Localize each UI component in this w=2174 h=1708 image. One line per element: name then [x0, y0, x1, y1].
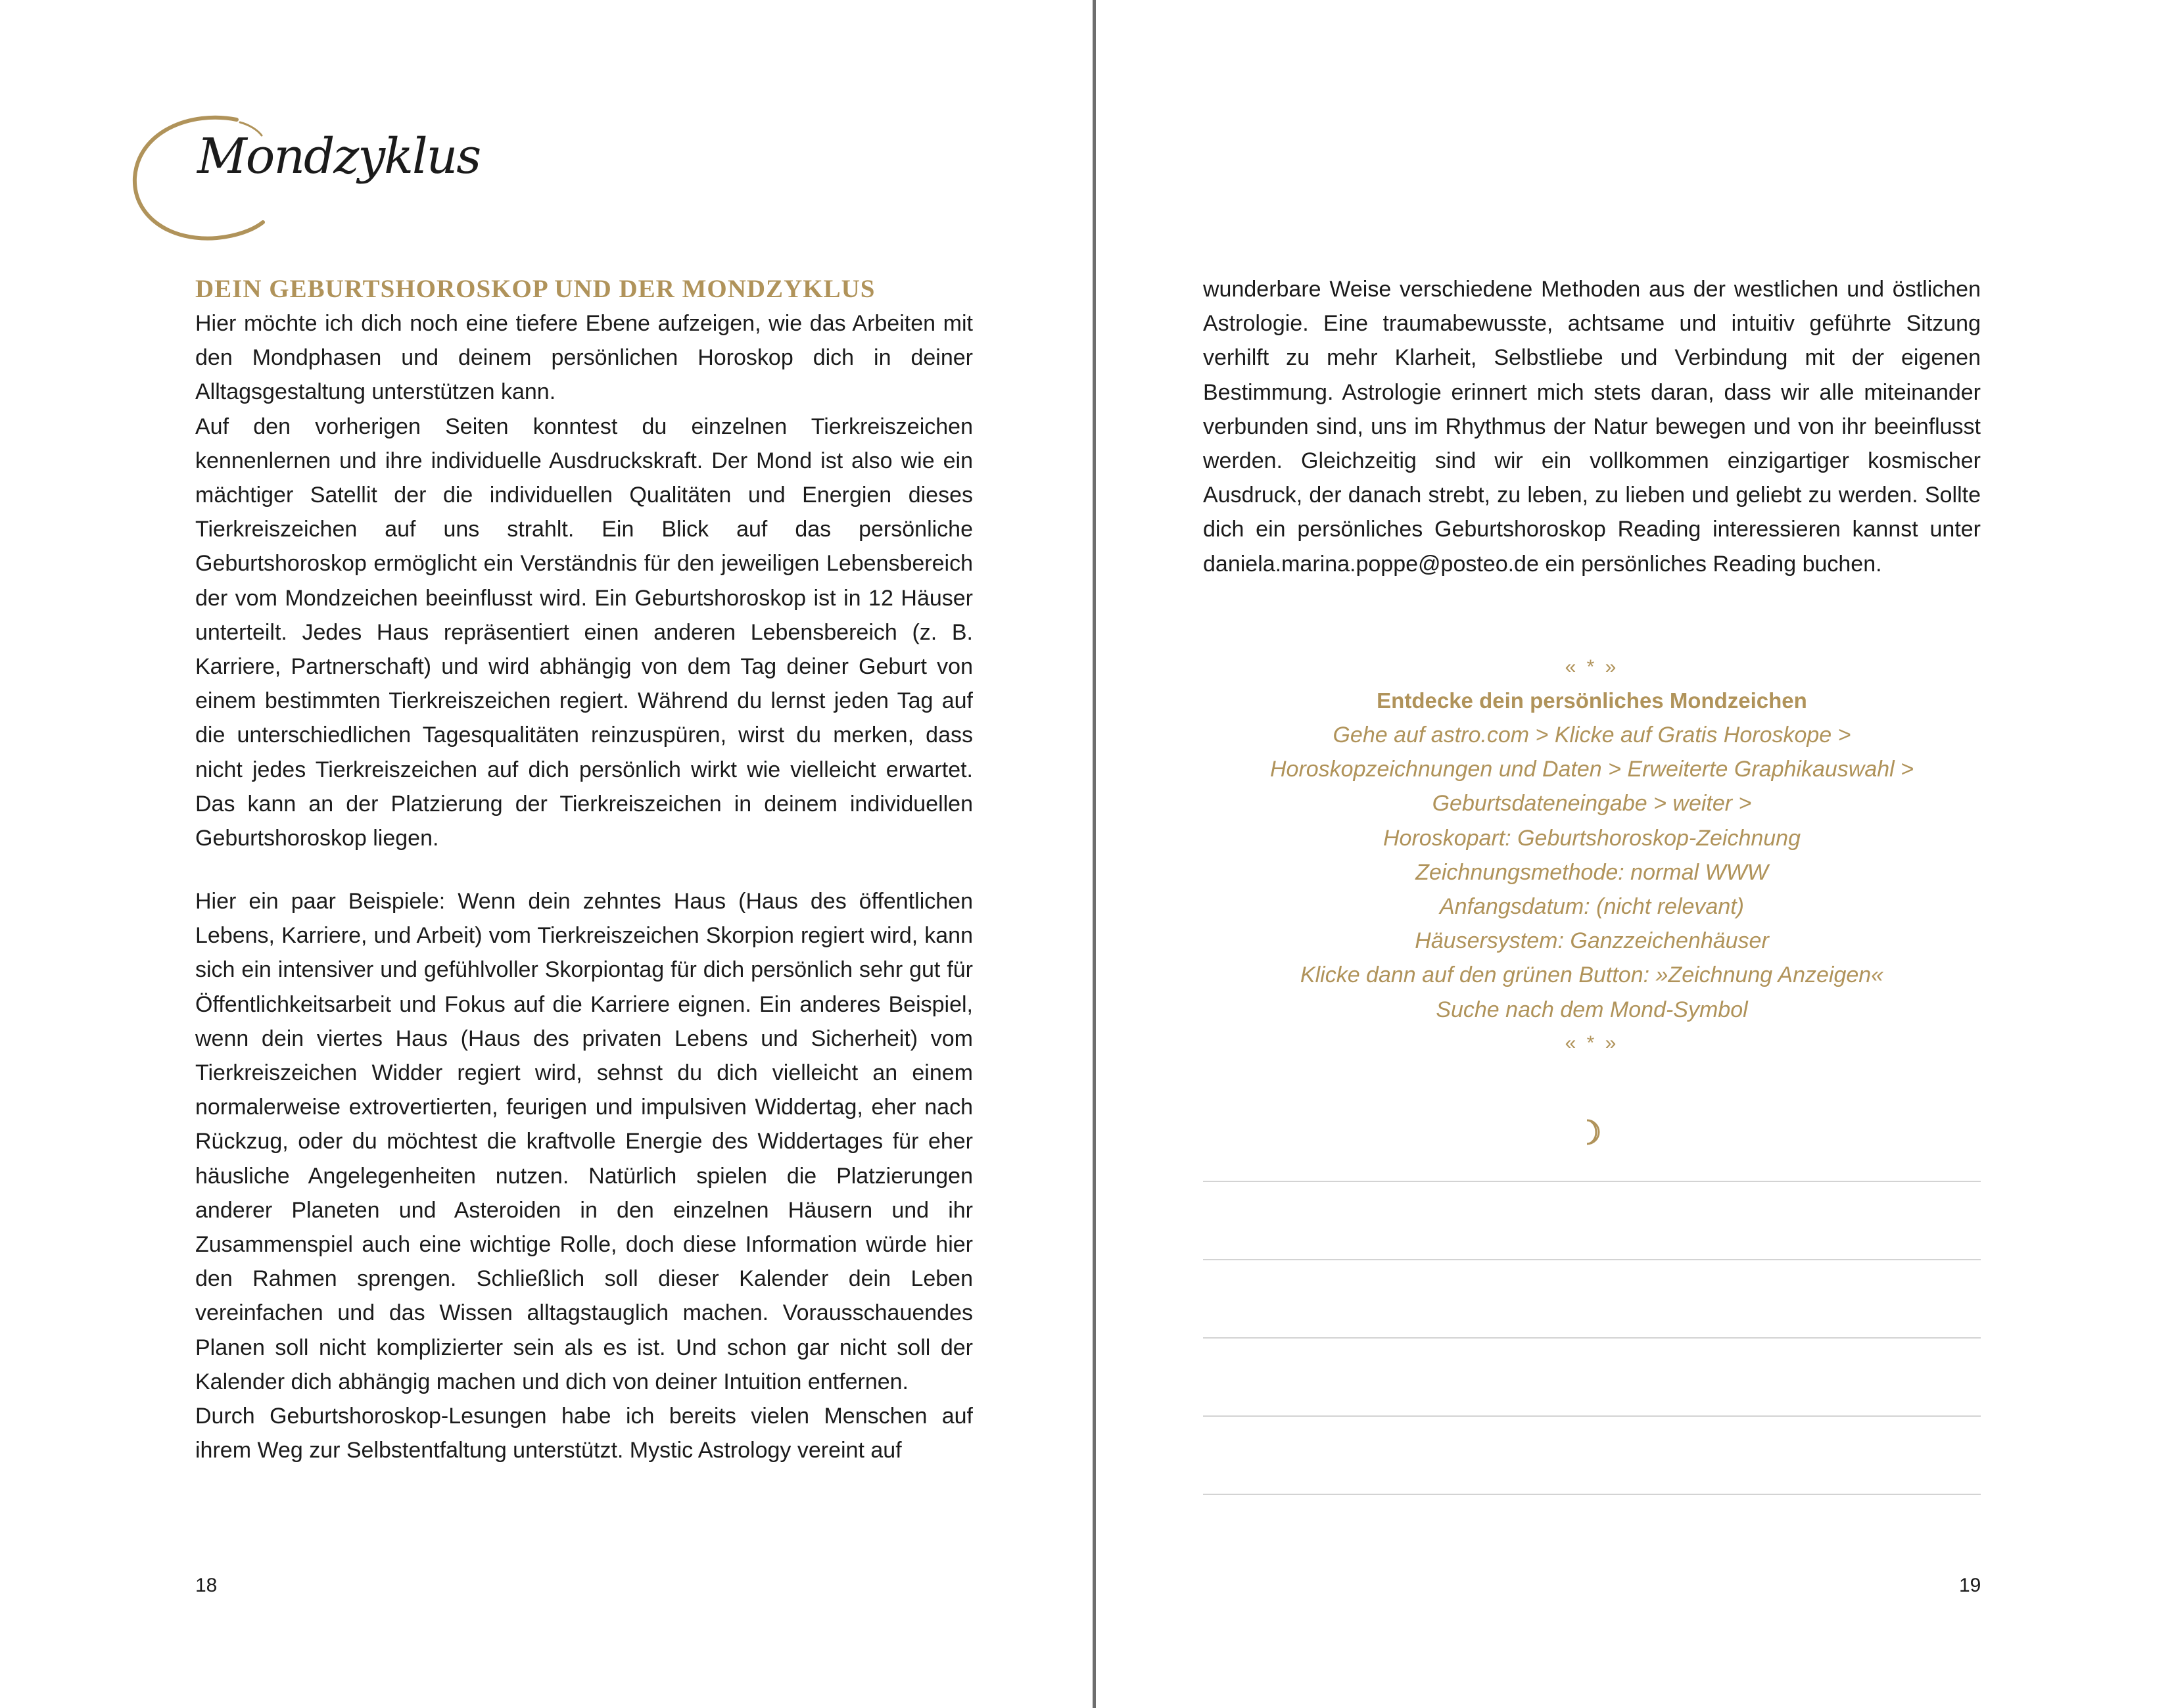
instruction-line: Suche nach dem Mond-Symbol	[1436, 997, 1748, 1022]
ornament-top: « * »	[1565, 656, 1619, 678]
body-text-bottom	[195, 884, 973, 1467]
instruction-line: Häusersystem: Ganzzeichenhäuser	[1415, 928, 1769, 954]
paragraph: Auf den vorherigen Seiten konntest du einzelnen Tierkreiszeichen kennenlernen und ihre individuelle Ausdruckskraft. Der Mond ist also wie ein mächtiger Satellit der die individuellen Qualitäten und Energien dieses Tierkreiszeichen auf uns strahlt. Ein Blick auf das persönliche Geburtshoroskop ermöglicht ein Verständnis für den jeweiligen Lebensbereich der vom Mondzeichen beeinflusst wird. Ein Geburtshoroskop ist in 12 Häuser unterteilt. Jedes Haus repräsentiert einen anderen Lebensbereich (z. B. Karriere, Partnerschaft) und wird abhängig von dem Tag deiner Geburt von einem bestimmten Tierkreiszeichen regiert. Während du lernst jeden Tag auf die unterschiedlichen Tagesqualitäten reinzuspüren, wirst du merken, dass nicht jedes Tierkreiszeichen auf dich persönlich wirkt wie vielleicht erwartet. Das kann an der Platzierung der Tierkreiszeichen in deinem individuellen Geburtshoroskop liegen.	[195, 414, 973, 851]
writing-line	[1203, 1259, 1981, 1337]
instruction-line: Klicke dann auf den grünen Button: »Zeichnung Anzeigen«	[1300, 962, 1884, 988]
info-box-title: Entdecke dein persönliches Mondzeichen	[1377, 688, 1807, 713]
body-text-right	[1203, 272, 1981, 581]
instruction-line: Horoskopart: Geburtshoroskop-Zeichnung	[1383, 825, 1801, 851]
writing-line	[1203, 1415, 1981, 1494]
instruction-line: Horoskopzeichnungen und Daten > Erweiterte Graphikauswahl >	[1269, 757, 1914, 782]
writing-line	[1203, 1337, 1981, 1415]
instruction-line: Zeichnungsmethode: normal WWW	[1415, 859, 1768, 885]
chapter-script-title: Mondzyklus	[197, 128, 481, 185]
paragraph: wunderbare Weise verschiedene Methoden aus der westlichen und östlichen Astrologie. Eine traumabewusste, achtsame und intuitiv geführte Sitzung verhilft zu mehr Klarheit, Selbstliebe und Verbindung mit der eigenen Bestimmung. Astrologie erinnert mich stets daran, dass wir alle miteinander verbunden sind, uns im Rhythmus der Natur bewegen und von ihr beeinflusst werden. Gleichzeitig sind wir ein vollkommen einzigartiger kosmischer Ausdruck, der danach strebt, zu leben, zu lieben und geliebt zu werden. Sollte dich ein persönliches Geburtshoroskop Reading interessieren kannst unter daniela.marina.poppe@posteo.de ein persönliches Reading buchen.	[1203, 277, 1981, 577]
writing-lines	[1203, 1181, 1981, 1572]
book-gutter	[1093, 0, 1096, 1708]
crescent-moon-icon	[1576, 1118, 1605, 1147]
paragraph: Hier ein paar Beispiele: Wenn dein zehntes Haus (Haus des öffentlichen Lebens, Karriere, und Arbeit) vom Tierkreiszeichen Skorpion regiert wird, kann sich ein intensiver und gefühlvoller Skorpiontag für dich persönlich sehr gut für Öffentlichkeitsarbeit und Fokus auf die Karriere eignen. Ein anderes Beispiel, wenn dein viertes Haus (Haus des privaten Lebens und Sicherheit) vom Tierkreiszeichen Widder regiert wird, sehnst du dich vielleicht an einem normalerweise extrovertierten, feurigen und impulsiven Widdertag, eher nach Rückzug, oder du möchtest die kraftvolle Energie des Widdertages für eher häusliche Angelegenheiten nutzen. Natürlich spielen die Platzierungen anderer Planeten und Asteroiden in den einzelnen Häusern und ihr Zusammenspiel auch eine wichtige Rolle, doch diese Information würde hier den Rahmen sprengen. Schließlich soll dieser Kalender dein Leben vereinfachen und das Wissen alltagstauglich machen. Vorausschauendes Planen soll nicht komplizierter sein als es ist. Und schon gar nicht soll der Kalender dich abhängig machen und dich von deiner Intuition entfernen.	[195, 889, 973, 1394]
ornament-bottom: « * »	[1565, 1032, 1619, 1054]
page-number-left: 18	[195, 1575, 218, 1596]
writing-line	[1203, 1494, 1981, 1572]
writing-line	[1203, 1181, 1981, 1259]
instruction-line: Geburtsdateneingabe > weiter >	[1432, 791, 1752, 817]
mondzeichen-info-box	[1203, 651, 1981, 1060]
paragraph: Hier möchte ich dich noch eine tiefere Ebene aufzeigen, wie das Arbeiten mit den Mondphasen und deinem persönlichen Horoskop dich in deiner Alltagsgestaltung unterstützen kann.	[195, 311, 973, 405]
paragraph: Durch Geburtshoroskop-Lesungen habe ich bereits vielen Menschen auf ihrem Weg zur Selbstentfaltung unterstützt. Mystic Astrology vereint auf	[195, 1404, 973, 1463]
section-heading: DEIN GEBURTSHOROSKOP UND DER MONDZYKLUS	[195, 275, 876, 303]
page-number-right: 19	[1959, 1575, 1981, 1596]
body-text-top	[195, 306, 973, 855]
instruction-line: Gehe auf astro.com > Klicke auf Gratis Horoskope >	[1333, 723, 1851, 747]
instruction-line: Anfangsdatum: (nicht relevant)	[1439, 894, 1745, 920]
